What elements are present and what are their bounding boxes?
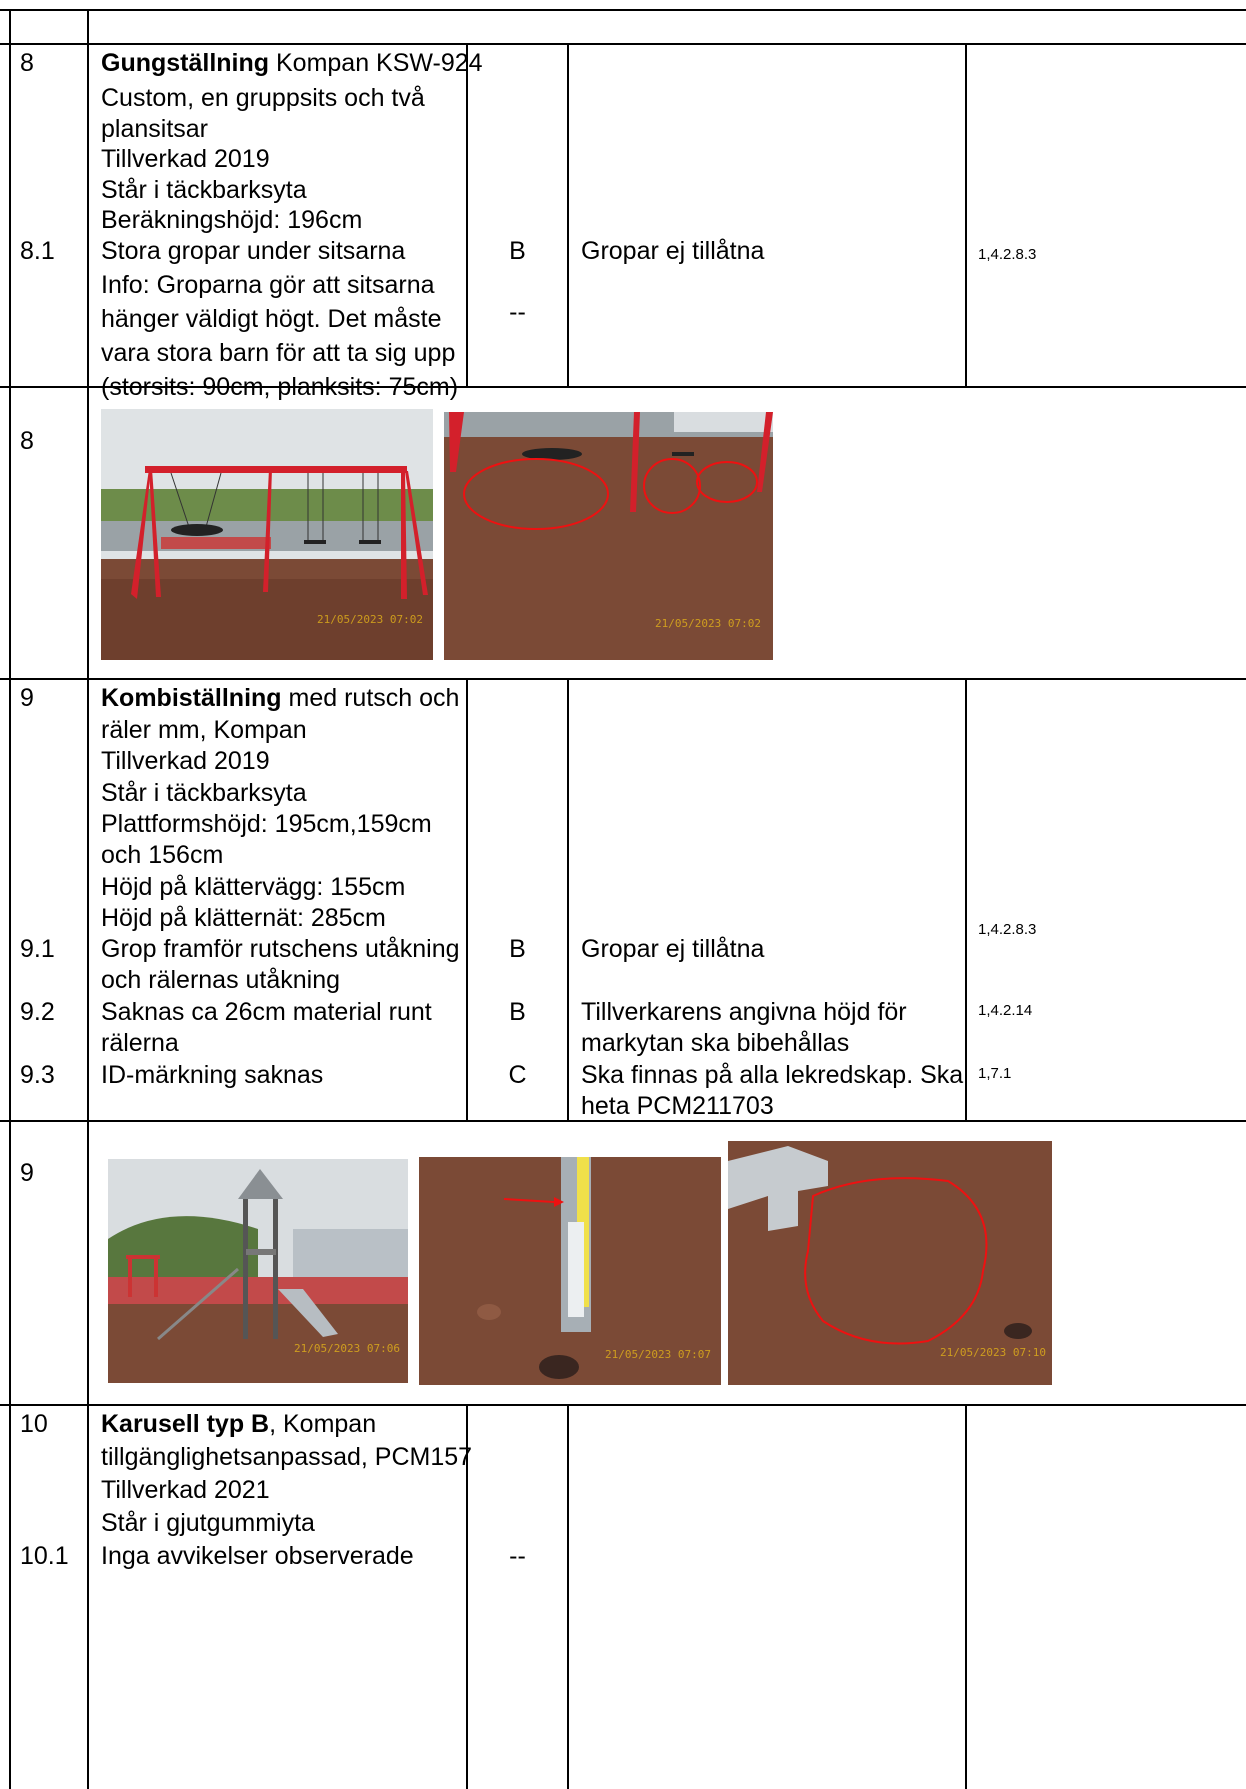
item-title-rest: Kompan KSW-924	[269, 49, 483, 77]
item-detail: och 156cm	[101, 841, 224, 869]
swing-set-photo	[101, 409, 433, 660]
item-detail: tillgänglighetsanpassad, PCM157	[101, 1443, 473, 1471]
finding-text: Stora gropar under sitsarna	[101, 237, 406, 265]
standard-reference: 1,4.2.8.3	[978, 921, 1037, 938]
table-border-left	[9, 9, 11, 1789]
item-detail: Står i täckbarksyta	[101, 779, 307, 807]
finding-text: vara stora barn för att ta sig upp	[101, 339, 456, 367]
play-tower-photo	[108, 1159, 408, 1383]
item-title-line	[101, 681, 459, 716]
finding-text: rälerna	[101, 1029, 179, 1057]
column-divider	[965, 678, 967, 1120]
item-detail: Custom, en gruppsits och två	[101, 84, 425, 112]
finding-text: Grop framför rutschens utåkning	[101, 935, 460, 963]
row-divider	[0, 678, 1246, 680]
item-number: 10	[20, 1410, 48, 1438]
item-title: Kombiställning	[101, 684, 282, 712]
item-title-rest: med rutsch och	[281, 684, 460, 712]
item-title-rest: , Kompan	[269, 1410, 377, 1438]
photo-timestamp: 21/05/2023 07:07	[605, 1348, 711, 1361]
photo-row-number: 8	[20, 427, 34, 455]
finding-text: och rälernas utåkning	[101, 966, 341, 994]
sub-item-number: 8.1	[20, 237, 55, 265]
column-divider	[87, 9, 89, 1789]
item-detail: Plattformshöjd: 195cm,159cm	[101, 810, 432, 838]
requirement-comment: Gropar ej tillåtna	[581, 237, 765, 265]
severity-grade-secondary: --	[509, 298, 526, 326]
requirement-comment: heta PCM211703	[581, 1092, 774, 1120]
item-detail: Tillverkad 2021	[101, 1476, 270, 1504]
standard-reference: 1,7.1	[978, 1065, 1012, 1082]
photo-timestamp: 21/05/2023 07:02	[317, 613, 423, 626]
item-title: Karusell typ B	[101, 1410, 270, 1438]
table-border-top	[0, 9, 1246, 11]
item-detail: Beräkningshöjd: 196cm	[101, 206, 363, 234]
finding-text: Info: Groparna gör att sitsarna	[101, 271, 435, 299]
row-divider	[0, 1404, 1246, 1406]
item-detail: Står i täckbarksyta	[101, 175, 307, 204]
column-divider	[965, 43, 967, 386]
item-detail: Höjd på klättervägg: 155cm	[101, 873, 406, 901]
item-title-line	[101, 46, 483, 81]
finding-text: Saknas ca 26cm material runt	[101, 998, 432, 1026]
photo-timestamp: 21/05/2023 07:10	[940, 1346, 1046, 1359]
severity-grade: --	[509, 1542, 526, 1570]
column-divider	[466, 678, 468, 1120]
finding-text: hänger väldigt högt. Det måste	[101, 305, 442, 333]
item-detail: plansitsar	[101, 114, 208, 143]
item-detail: Står i gjutgummiyta	[101, 1509, 315, 1537]
requirement-comment: markytan ska bibehållas	[581, 1029, 850, 1057]
row-divider	[0, 43, 1246, 45]
item-detail: Tillverkad 2019	[101, 145, 270, 173]
column-divider	[567, 678, 569, 1120]
requirement-comment: Tillverkarens angivna höjd för	[581, 998, 907, 1026]
photo-row-number: 9	[20, 1159, 34, 1187]
item-number: 9	[20, 684, 34, 712]
column-divider	[567, 1404, 569, 1789]
pits-under-swings-photo	[444, 412, 773, 660]
severity-grade: B	[509, 935, 526, 963]
requirement-comment: Ska finnas på alla lekredskap. Ska	[581, 1061, 964, 1089]
photo-timestamp: 21/05/2023 07:02	[655, 617, 761, 630]
severity-grade: B	[509, 237, 526, 265]
standard-reference: 1,4.2.8.3	[978, 246, 1037, 263]
column-divider	[466, 43, 468, 386]
finding-text: (storsits: 90cm, planksits: 75cm)	[101, 373, 459, 401]
item-title: Gungställning	[101, 49, 270, 77]
missing-material-photo	[419, 1157, 721, 1385]
severity-grade: B	[509, 998, 526, 1026]
pit-at-slide-exit-photo	[728, 1141, 1052, 1385]
photo-timestamp: 21/05/2023 07:06	[294, 1342, 400, 1355]
finding-text: Inga avvikelser observerade	[101, 1542, 414, 1570]
severity-grade: C	[508, 1061, 527, 1089]
sub-item-number: 9.3	[20, 1061, 55, 1089]
item-title-line	[101, 1407, 376, 1442]
item-detail: räler mm, Kompan	[101, 716, 307, 744]
column-divider	[567, 43, 569, 386]
item-detail: Höjd på klätternät: 285cm	[101, 904, 386, 932]
standard-reference: 1,4.2.14	[978, 1002, 1033, 1019]
requirement-comment: Gropar ej tillåtna	[581, 935, 765, 963]
item-detail: Tillverkad 2019	[101, 747, 270, 775]
finding-text: ID-märkning saknas	[101, 1061, 324, 1089]
column-divider	[965, 1404, 967, 1789]
sub-item-number: 9.1	[20, 935, 55, 963]
sub-item-number: 9.2	[20, 998, 55, 1026]
sub-item-number: 10.1	[20, 1542, 69, 1570]
item-number: 8	[20, 49, 34, 77]
